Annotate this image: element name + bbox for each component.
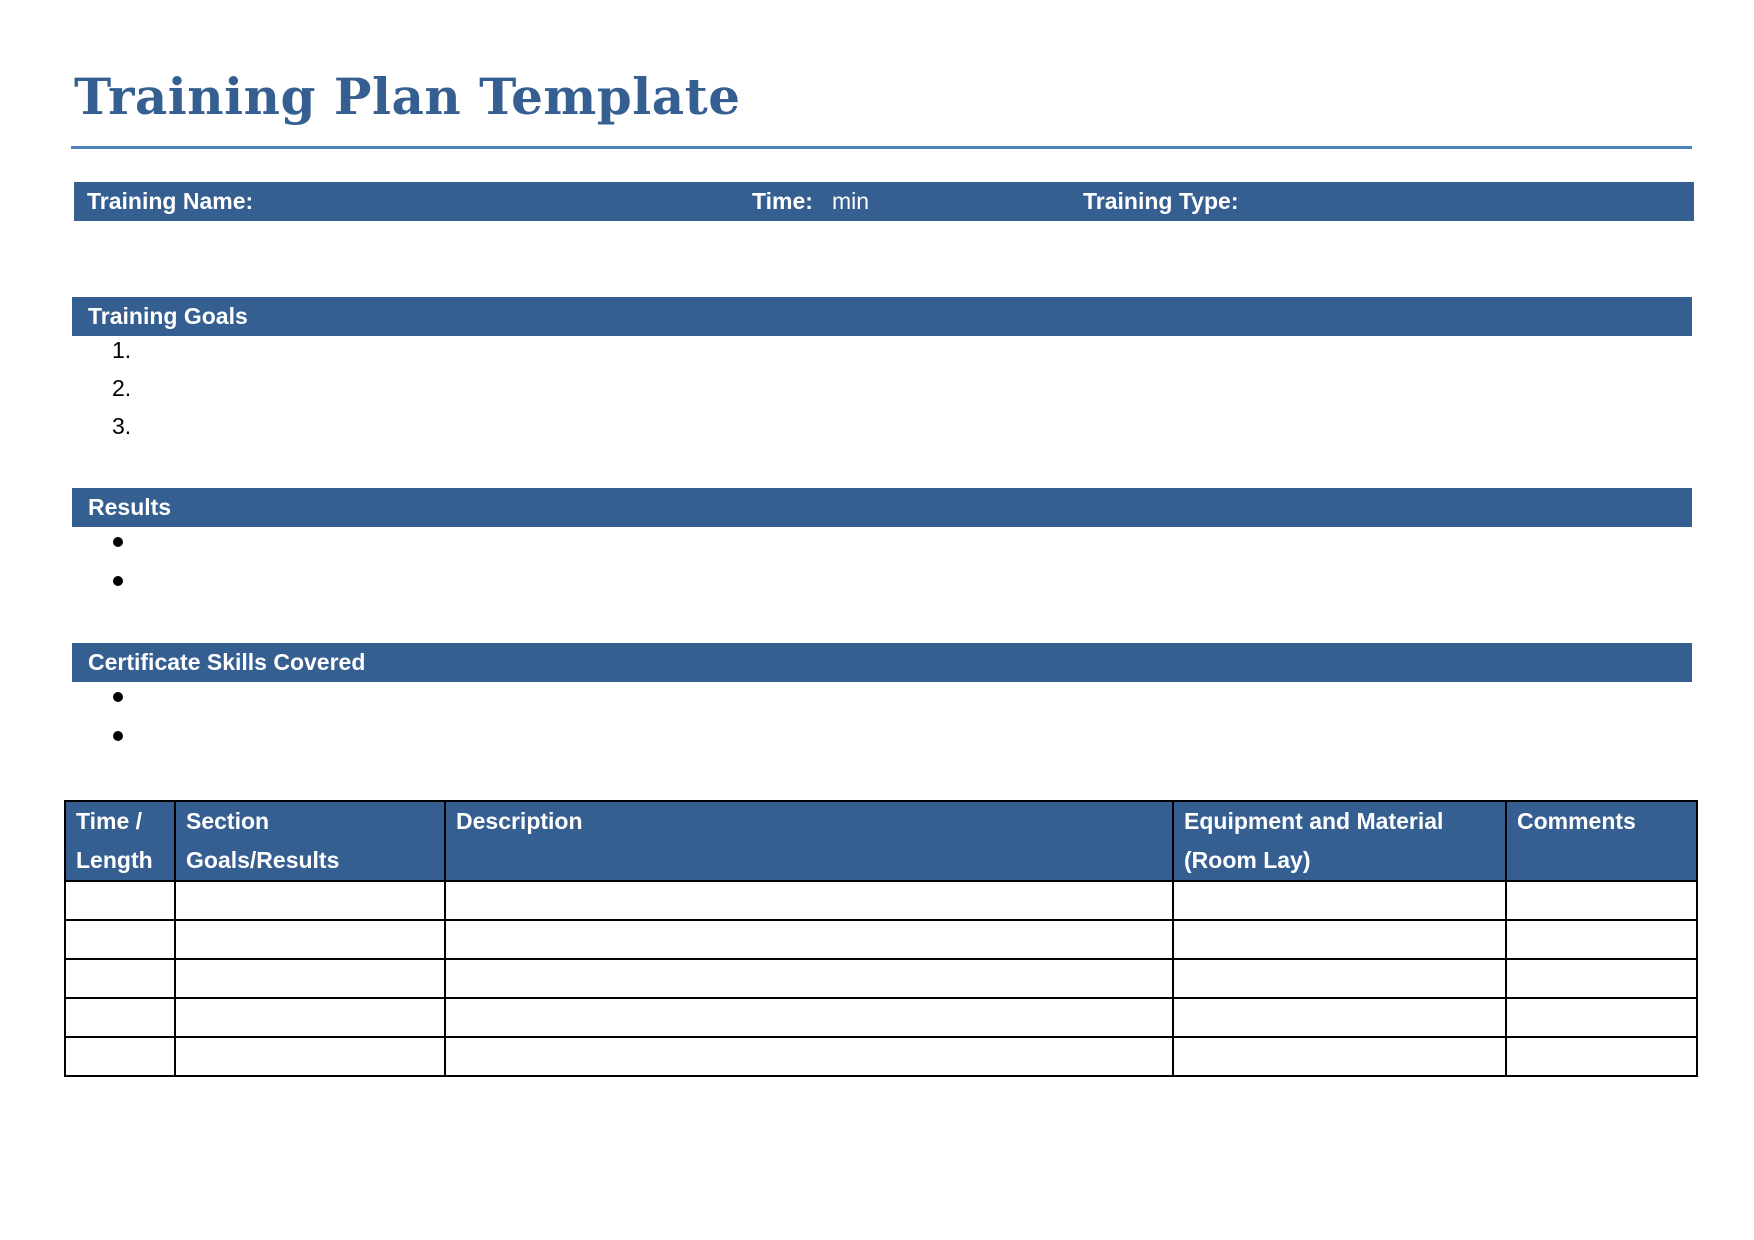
header-equipment xyxy=(1173,801,1506,881)
table-row xyxy=(65,959,1697,998)
table-cell[interactable] xyxy=(1173,959,1506,998)
table-cell[interactable] xyxy=(175,998,445,1037)
goal-item-1: 1. xyxy=(112,337,132,363)
table-cell[interactable] xyxy=(65,920,175,959)
header-line: Length xyxy=(76,847,153,873)
table-row xyxy=(65,881,1697,920)
table-cell[interactable] xyxy=(445,1037,1173,1076)
table-cell[interactable] xyxy=(1506,881,1697,920)
skills-bullet-2 xyxy=(113,731,123,741)
header-line: Comments xyxy=(1517,808,1636,834)
table-cell[interactable] xyxy=(1506,998,1697,1037)
results-heading: Results xyxy=(72,488,1692,527)
table-cell[interactable] xyxy=(1506,920,1697,959)
header-line: (Room Lay) xyxy=(1184,847,1311,873)
table-cell[interactable] xyxy=(445,959,1173,998)
header-time-length xyxy=(65,801,175,881)
header-line: Description xyxy=(456,808,583,834)
goal-item-3: 3. xyxy=(112,413,132,439)
table-cell[interactable] xyxy=(1506,959,1697,998)
training-name-label: Training Name: xyxy=(87,188,254,214)
table-cell[interactable] xyxy=(1173,1037,1506,1076)
header-line: Section xyxy=(186,808,270,834)
training-plan-table xyxy=(64,800,1698,1077)
table-cell[interactable] xyxy=(65,959,175,998)
document-title: Training Plan Template xyxy=(74,67,741,126)
results-bullet-1 xyxy=(113,537,123,547)
table-cell[interactable] xyxy=(175,1037,445,1076)
header-comments xyxy=(1506,801,1697,881)
time-unit: min xyxy=(832,188,870,214)
table-cell[interactable] xyxy=(445,998,1173,1037)
table-cell[interactable] xyxy=(1173,881,1506,920)
table-cell[interactable] xyxy=(175,920,445,959)
table-cell[interactable] xyxy=(65,1037,175,1076)
training-goals-heading: Training Goals xyxy=(72,297,1692,336)
table-cell[interactable] xyxy=(65,998,175,1037)
time-label: Time: xyxy=(752,188,813,214)
certificate-skills-heading: Certificate Skills Covered xyxy=(72,643,1692,682)
table-row xyxy=(65,998,1697,1037)
training-info-bar xyxy=(74,182,1694,221)
header-line: Goals/Results xyxy=(186,847,340,873)
table-cell[interactable] xyxy=(1506,1037,1697,1076)
table-row xyxy=(65,1037,1697,1076)
table-cell[interactable] xyxy=(1173,920,1506,959)
table-cell[interactable] xyxy=(175,959,445,998)
table-cell[interactable] xyxy=(65,881,175,920)
table-cell[interactable] xyxy=(445,881,1173,920)
table-row xyxy=(65,920,1697,959)
table-cell[interactable] xyxy=(175,881,445,920)
table-header-row xyxy=(65,801,1697,881)
title-underline xyxy=(71,146,1692,149)
header-line: Equipment and Material xyxy=(1184,808,1444,834)
goal-item-2: 2. xyxy=(112,375,132,401)
header-line: Time / xyxy=(76,808,143,834)
table-cell[interactable] xyxy=(445,920,1173,959)
skills-bullet-1 xyxy=(113,692,123,702)
table-cell[interactable] xyxy=(1173,998,1506,1037)
header-description xyxy=(445,801,1173,881)
header-section-goals xyxy=(175,801,445,881)
training-type-label: Training Type: xyxy=(1083,188,1239,214)
results-bullet-2 xyxy=(113,576,123,586)
